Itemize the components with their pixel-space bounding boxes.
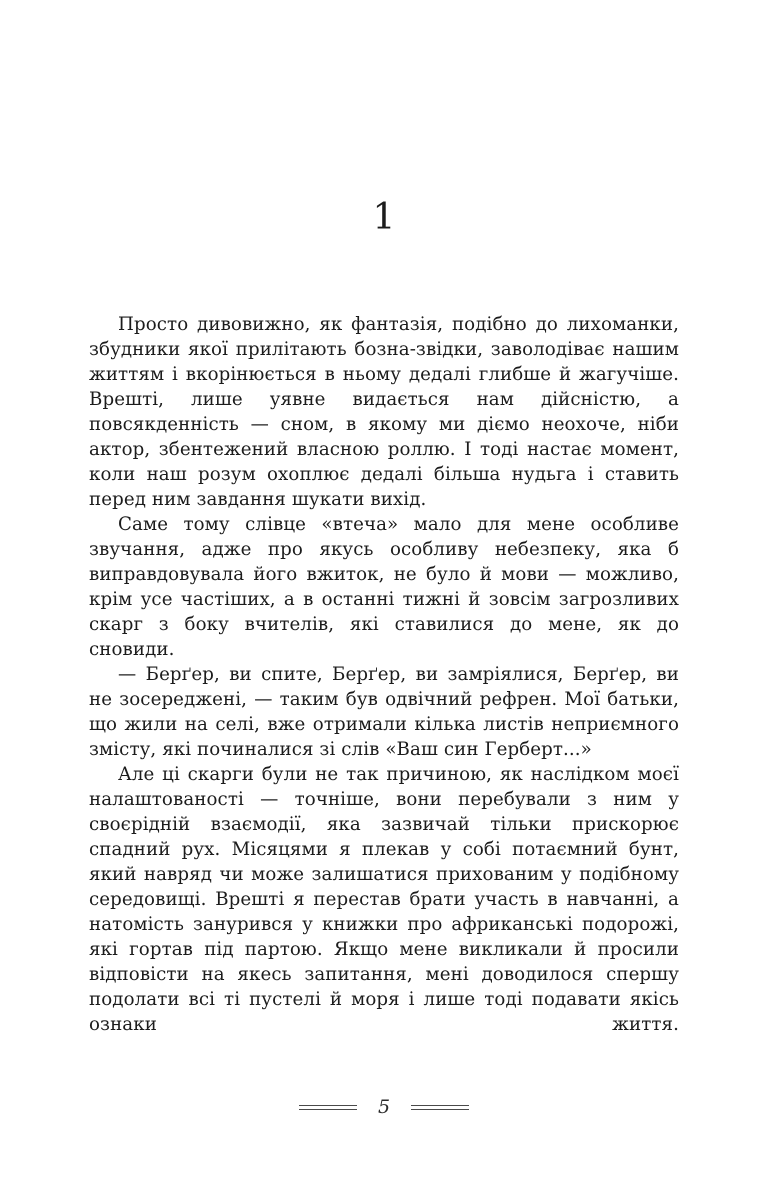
chapter-number: 1 — [372, 197, 396, 238]
paragraph-3: — Берґер, ви спите, Берґер, ви замріялися, Берґер, ви не зосереджені, — таким був одвічний рефрен. Мої батьки, що жили на селі, вже отримали кілька листів неприємного змісту, які починалися зі слів «Ваш син Герберт...» — [89, 664, 679, 760]
paragraph-4: Але ці скарги були не так причиною, як наслідком моєї налаштованості — точніше, вони перебували з ним у своєрідній взаємодії, яка зазвичай тільки прискорює спадний рух. Місяцями я плекав у собі потаємний бунт, який навряд чи може залишатися прихованим у подібному середовищі. Врешті я перестав брати участь в навчанні, а натомість занурився у книжки про африканські подорожі, які гортав під партою. Якщо мене викликали й просили відповісти на якесь запитання, мені доводилося спершу подолати всі ті пустелі й моря і лише тоді подавати якісь ознаки життя. — [89, 764, 679, 1035]
chapter-body — [89, 312, 679, 1037]
page-footer — [0, 1092, 768, 1122]
footer-rule-right — [411, 1105, 469, 1110]
footer-rule-left — [299, 1105, 357, 1110]
paragraph-1: Просто дивовижно, як фантазія, подібно до лихоманки, збудники якої прилітають бозна-звідки, заволодіває нашим життям і вкорінюється в ньому дедалі глибше й жагучіше. Врешті, лише уявне видається нам дійсністю, а повсякденність — сном, в якому ми діємо неохоче, ніби актор, збентежений власною роллю. І тоді настає момент, коли наш розум охоплює дедалі більша нудьга і ставить перед ним завдання шукати вихід. — [89, 314, 679, 510]
page-number: 5 — [377, 1096, 391, 1118]
paragraph-2: Саме тому слівце «втеча» мало для мене особливе звучання, адже про якусь особливу небезпеку, яка б виправдовувала його вжиток, не було й мови — можливо, крім усе частіших, а в останні тижні й зовсім загрозливих скарг з боку вчителів, які ставилися до мене, як до сновиди. — [89, 514, 679, 660]
